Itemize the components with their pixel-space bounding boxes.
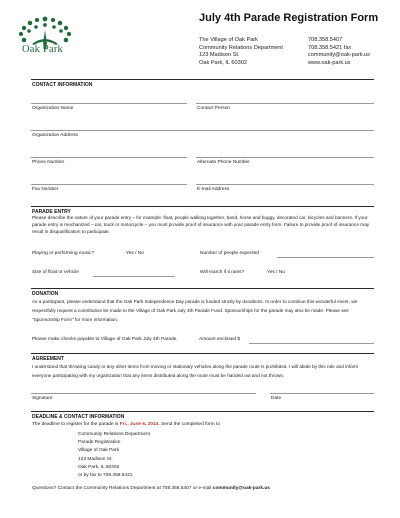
organization-address-field[interactable] — [31, 130, 374, 131]
organization-address-label: Organization Address — [32, 133, 78, 138]
questions-text-body: Questions? Contact the Community Relations Department at 708.358.5407 or e-mail — [32, 486, 213, 491]
donation-text: As a participant, please understand that the Oak Park Independence Day parade is funded strictly by donations. In order to continue this wonderful event, we respectfully request a contribution be made to the Village of Oak Park July 4th Parade Fund. Sponsorships for the parade may also be made. Please see "Sponsorship Form" for more information. — [32, 299, 358, 323]
organization-name-label: Organization Name — [32, 106, 74, 111]
deadline-date: Fri., June 6, 2014 — [119, 422, 159, 427]
email-address-field[interactable] — [196, 184, 374, 185]
amount-enclosed-label: Amount enclosed $ — [199, 337, 241, 342]
donation-heading: DONATION — [32, 291, 59, 297]
agreement-heading: AGREEMENT — [32, 356, 64, 362]
contact-information-heading: CONTACT INFORMATION — [32, 82, 93, 88]
deadline-text — [32, 422, 220, 427]
address-line: The Village of Oak Park — [199, 37, 258, 43]
mailing-address — [78, 431, 150, 480]
playing-music-yes-no[interactable]: Yes / No — [126, 251, 144, 256]
alternate-phone-field[interactable] — [196, 157, 374, 158]
signature-label: Signature — [32, 396, 53, 401]
size-of-float-label: Size of float or vehicle — [32, 270, 79, 275]
mail-line: Oak Park, IL 60302 — [78, 464, 120, 470]
signature-field[interactable] — [31, 393, 256, 394]
contact-person-field[interactable] — [196, 103, 374, 104]
number-of-people-label: Number of people expected — [200, 251, 259, 256]
address-line: Oak Park, IL 60302 — [199, 59, 247, 66]
email-link[interactable]: community@oak-park.us — [308, 52, 370, 59]
questions-text — [32, 486, 270, 491]
deadline-text-before: The deadline to register for the parade is — [32, 422, 120, 427]
questions-email-link[interactable]: community@oak-park.us — [212, 486, 270, 491]
phone-number-label: Phone Number — [32, 160, 65, 165]
date-label: Date — [271, 396, 282, 401]
phone-number-field[interactable] — [31, 157, 187, 158]
form-title: July 4th Parade Registration Form — [199, 12, 379, 24]
date-field[interactable] — [270, 393, 374, 394]
phone-text: 708.358.5407 — [308, 37, 343, 43]
section-divider — [31, 206, 374, 207]
email-address-label: E-mail Address — [197, 187, 230, 192]
size-of-float-field[interactable] — [93, 276, 175, 277]
contact-person-label: Contact Person — [197, 106, 231, 111]
mail-line: Village of Oak Park — [78, 448, 119, 454]
fax-number-label: Fax Number — [32, 187, 59, 192]
deadline-heading: DEADLINE & CONTACT INFORMATION — [32, 414, 125, 420]
deadline-text-after: . Send the completed form to — [158, 422, 220, 427]
section-divider — [31, 79, 374, 80]
number-of-people-field[interactable] — [277, 257, 374, 258]
section-divider — [31, 353, 374, 354]
mail-line: 123 Madison St. — [78, 456, 113, 462]
will-march-yes-no[interactable]: Yes / No — [267, 270, 285, 275]
amount-enclosed-field[interactable] — [249, 343, 374, 344]
village-address — [199, 37, 283, 67]
mail-line: Parade Registration — [78, 440, 121, 446]
section-divider — [31, 288, 374, 289]
mail-line: or by fax to 708.358.5421 — [78, 473, 133, 479]
checks-payable-text: Please make checks payable to Village of Oak Park July 4th Parade. — [32, 337, 178, 342]
fax-number-field[interactable] — [31, 184, 187, 185]
parade-entry-description: Please describe the nature of your parade entry – for example: float, people walking together, band, horse and buggy, decorated car, bicycles and banners. If your parade entry is mechanized – car, truck or motorcycle – you must provide proof of insurance with your parade entry form. Failure to provide proof of insurance may result in disqualification to participate. — [32, 215, 370, 234]
playing-music-label: Playing or performing music? — [32, 251, 95, 256]
parade-entry-heading: PARADE ENTRY — [32, 209, 71, 215]
will-march-label: Will march if it rains? — [200, 270, 245, 275]
alternate-phone-label: Alternate Phone Number — [197, 160, 250, 165]
fax-text: 708.358.5421 fax — [308, 44, 352, 51]
address-line: Community Relations Department — [199, 44, 283, 51]
agreement-text: I understand that throwing candy or any other items from moving or stationary vehicles along the parade route is prohibited. I will abide by this rule and inform everyone participating with my organization that any items distributed along the route must be handed out and not thrown. — [32, 364, 359, 379]
village-contact — [308, 37, 370, 67]
organization-name-field[interactable] — [31, 103, 187, 104]
section-divider — [31, 411, 374, 412]
logo-text: Oak Park — [22, 44, 63, 55]
website-link[interactable]: www.oak-park.us — [308, 59, 351, 66]
address-line: 123 Madison St. — [199, 52, 240, 59]
mail-line: Community Relations Department — [78, 432, 150, 437]
